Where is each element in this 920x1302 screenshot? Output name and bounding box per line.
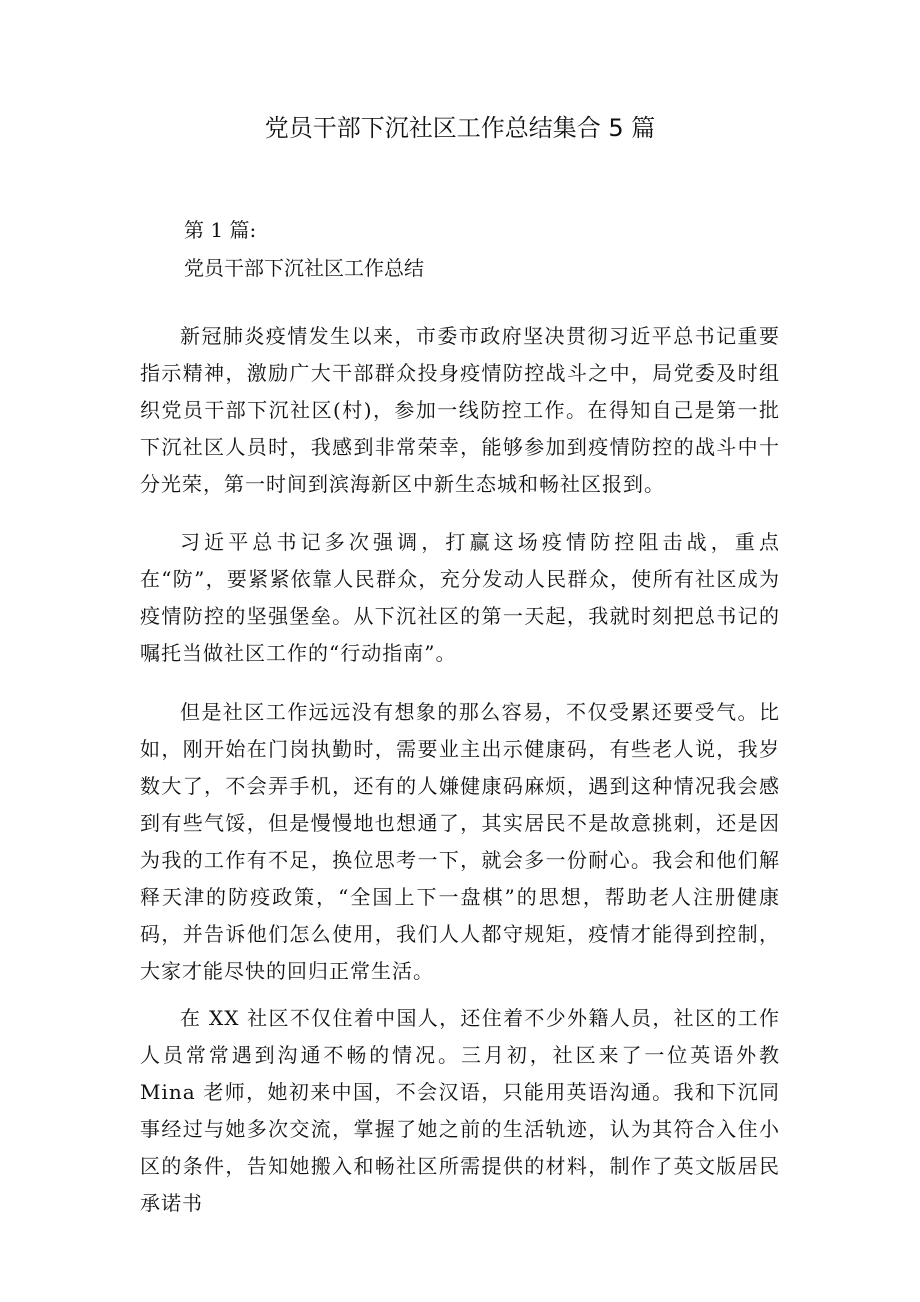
chapter-subtitle: 党员干部下沉社区工作总结: [184, 256, 424, 280]
chapter-label: 第 1 篇:: [184, 218, 257, 242]
body-paragraph-2: 习近平总书记多次强调，打赢这场疫情防控阻击战，重点在“防”，要紧紧依靠人民群众，充分发动人民群众，使所有社区成为疫情防控的坚强堡垒。从下沉社区的第一天起，我就时刻把总书记的嘱托当做社区工作的“行动指南”。: [140, 530, 780, 665]
body-paragraph-4: 在 XX 社区不仅住着中国人，还住着不少外籍人员，社区的工作人员常常遇到沟通不畅的情况。三月初，社区来了一位英语外教 Mina 老师，她初来中国，不会汉语，只能用英语沟通。我和下沉同事经过与她多次交流，掌握了她之前的生活轨迹，认为其符合入住小区的条件，告知她搬入和畅社区所需提供的材料，制作了英文版居民承诺书: [140, 1006, 780, 1215]
body-paragraph-1: 新冠肺炎疫情发生以来，市委市政府坚决贯彻习近平总书记重要指示精神，激励广大干部群众投身疫情防控战斗之中，局党委及时组织党员干部下沉社区(村)，参加一线防控工作。在得知自己是第一批下沉社区人员时，我感到非常荣幸，能够参加到疫情防控的战斗中十分光荣，第一时间到滨海新区中新生态城和畅社区报到。: [140, 324, 780, 496]
body-paragraph-3: 但是社区工作远远没有想象的那么容易，不仅受累还要受气。比如，刚开始在门岗执勤时，需要业主出示健康码，有些老人说，我岁数大了，不会弄手机，还有的人嫌健康码麻烦，遇到这种情况我会感到有些气馁，但是慢慢地也想通了，其实居民不是故意挑刺，还是因为我的工作有不足，换位思考一下，就会多一份耐心。我会和他们解释天津的防疫政策，“全国上下一盘棋”的思想，帮助老人注册健康码，并告诉他们怎么使用，我们人人都守规矩，疫情才能得到控制，大家才能尽快的回归正常生活。: [140, 700, 780, 983]
document-title: 党员干部下沉社区工作总结集合 5 篇: [264, 114, 656, 142]
